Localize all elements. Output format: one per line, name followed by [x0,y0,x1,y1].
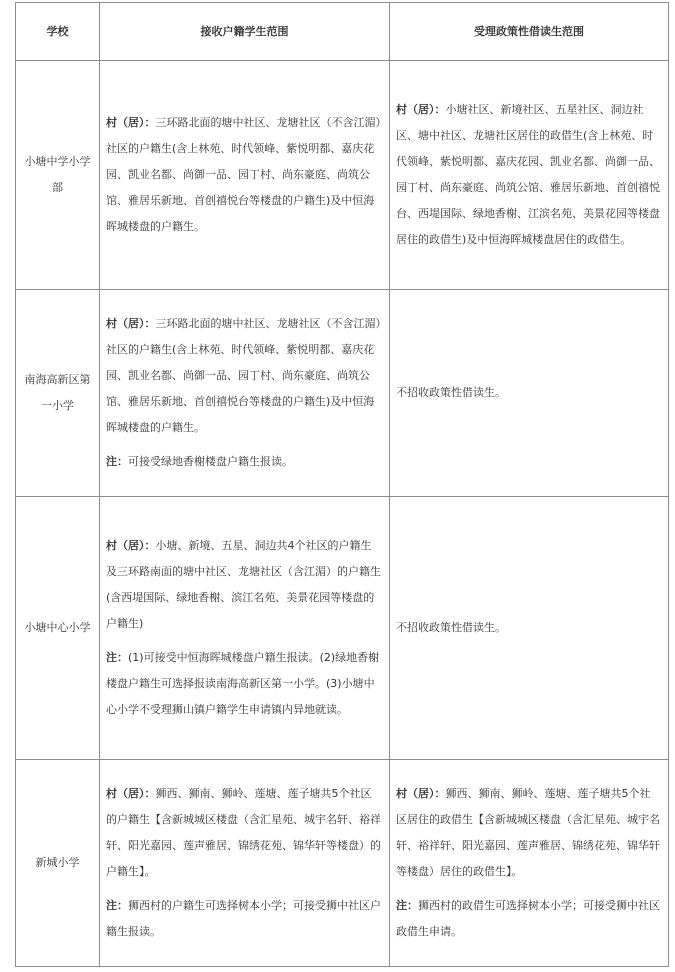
school-name: 小塘中学小学部 [16,61,100,290]
note-paragraph [106,893,381,945]
note-label: 注： [106,455,128,468]
jiedu-cell [390,290,669,497]
enrollment-table [15,2,669,967]
paragraph-label: 村（居）： [106,317,156,330]
school-name: 南海高新区第一小学 [16,290,100,497]
jiedu-paragraph [396,781,660,885]
paragraph-label: 村（居）： [396,103,446,116]
paragraph-label: 村（居）： [106,787,156,800]
jiedu-cell [390,61,669,290]
jiedu-paragraph [396,380,660,406]
huji-cell [100,497,390,760]
header-jiedu-range: 受理政策性借读生范围 [390,3,669,61]
huji-cell [100,290,390,497]
paragraph-label: 村（居）： [106,116,156,129]
paragraph-text: 小塘社区、新境社区、五星社区、洞边社区、塘中社区、龙塘社区居住的政借生(含上林苑、时代领峰、紫悦明都、嘉庆花园、凯业名都、尚御一品、园丁村、尚东豪庭、尚筑公馆、雅居乐新地、首创禧悦台、西堤国际、绿地香榭、江滨名苑、美景花园等楼盘居住的政借生)及中恒海晖城楼盘居住的政借生。 [396,103,660,246]
paragraph-text: 三环路北面的塘中社区、龙塘社区（不含江湄）社区的户籍生(含上林苑、时代领峰、紫悦明都、嘉庆花园、凯业名都、尚御一品、园丁村、尚东豪庭、尚筑公馆、雅居乐新地、首创禧悦台等楼盘的户籍生)及中恒海晖城楼盘的户籍生。 [106,116,381,233]
note-paragraph [396,893,660,945]
paragraph-label: 村（居）： [396,787,446,800]
header-school: 学校 [16,3,100,61]
table-row [16,61,669,290]
huji-paragraph [106,533,381,637]
school-name: 小塘中心小学 [16,497,100,760]
paragraph-text: 三环路北面的塘中社区、龙塘社区（不含江湄）社区的户籍生(含上林苑、时代领峰、紫悦明都、嘉庆花园、凯业名都、尚御一品、园丁村、尚东豪庭、尚筑公馆、雅居乐新地、首创禧悦台等楼盘的户籍生)及中恒海晖城楼盘的户籍生。 [106,317,381,434]
huji-paragraph [106,781,381,885]
jiedu-paragraph [396,97,660,253]
paragraph-text: 不招收政策性借读生。 [396,621,506,634]
note-label: 注： [396,899,418,912]
note-text: 可接受绿地香榭楼盘户籍生报读。 [128,455,293,468]
huji-cell [100,760,390,967]
table-row [16,760,669,967]
note-text: 狮西村的政借生可选择树本小学；可接受狮中社区政借生申请。 [396,899,660,938]
school-name: 新城小学 [16,760,100,967]
paragraph-text: 狮西、狮南、狮岭、莲塘、莲子塘共5个社区居住的政借生【含新城城区楼盘（含汇星苑、城宇名轩、裕祥轩、阳光嘉园、莲声雅居、锦绣花苑、锦华轩等楼盘）居住的政借生】。 [396,787,660,878]
table-row [16,290,669,497]
huji-paragraph [106,110,381,240]
header-huji-range: 接收户籍学生范围 [100,3,390,61]
table-row [16,497,669,760]
header-row [16,3,669,61]
paragraph-text: 小塘、新境、五星、洞边共4个社区的户籍生及三环路南面的塘中社区、龙塘社区（含江湄）的户籍生(含西堤国际、绿地香榭、滨江名苑、美景花园等楼盘的户籍生) [106,539,381,630]
note-label: 注： [106,899,128,912]
paragraph-label: 村（居）： [106,539,156,552]
note-paragraph [106,449,381,475]
paragraph-text: 狮西、狮南、狮岭、莲塘、莲子塘共5个社区的户籍生【含新城城区楼盘（含汇星苑、城宇名轩、裕祥轩、阳光嘉园、莲声雅居、锦绣花苑、锦华轩等楼盘）的户籍生】。 [106,787,381,878]
huji-paragraph [106,311,381,441]
jiedu-cell [390,497,669,760]
jiedu-paragraph [396,615,660,641]
jiedu-cell [390,760,669,967]
note-text: 狮西村的户籍生可选择树本小学；可接受狮中社区户籍生报读。 [106,899,381,938]
paragraph-text: 不招收政策性借读生。 [396,386,506,399]
note-label: 注： [106,651,128,664]
note-paragraph [106,645,381,723]
huji-cell [100,61,390,290]
note-text: (1)可接受中恒海晖城楼盘户籍生报读。(2)绿地香榭楼盘户籍生可选择报读南海高新区第一小学。(3)小塘中心小学不受理狮山镇户籍学生申请镇内异地就读。 [106,651,380,716]
